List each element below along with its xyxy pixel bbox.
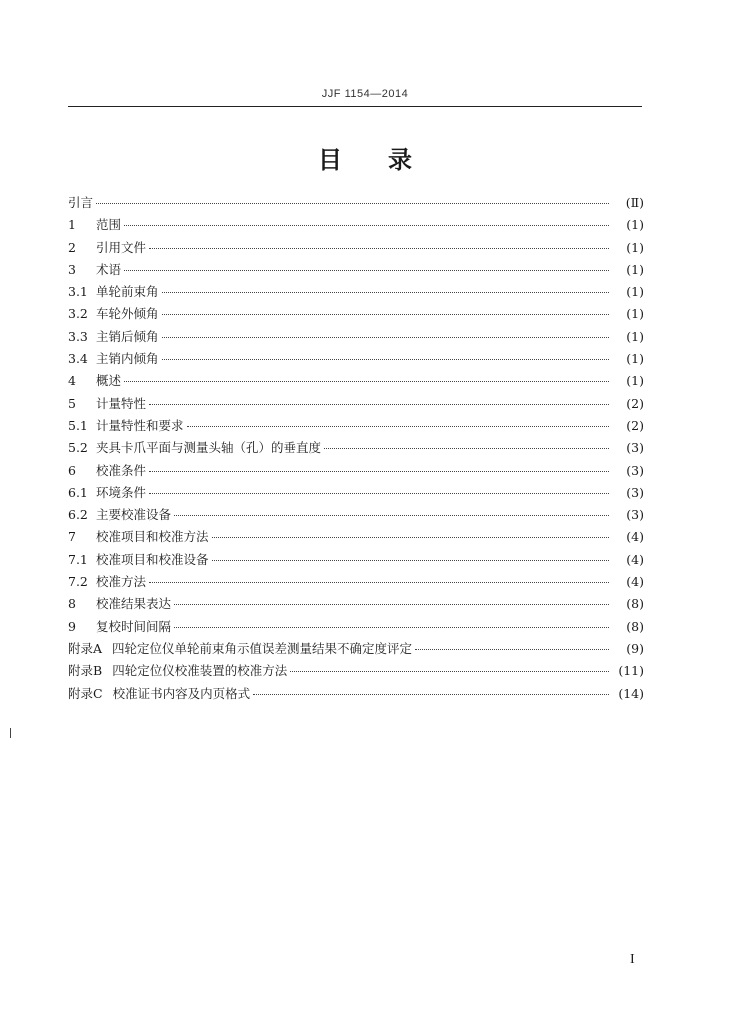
- toc-leader-dots: [149, 582, 609, 583]
- toc-leader-dots: [162, 359, 609, 360]
- toc-entry-number: 4: [68, 373, 76, 389]
- toc-entry-page: (1): [626, 239, 644, 255]
- toc-entry-label: 四轮定位仪校准装置的校准方法: [112, 663, 288, 679]
- toc-leader-dots: [162, 292, 609, 293]
- toc-leader-dots: [96, 203, 609, 204]
- toc-list: [68, 192, 644, 705]
- toc-entry-label: 夹具卡爪平面与测量头轴（孔）的垂直度: [96, 440, 322, 456]
- toc-entry-page: (3): [626, 440, 644, 456]
- toc-entry-label: 主销内倾角: [96, 351, 159, 367]
- toc-entry-label: 环境条件: [96, 484, 147, 500]
- toc-entry-page: (9): [626, 640, 644, 656]
- toc-entry-page: (14): [618, 685, 644, 701]
- toc-entry-number: 7: [68, 529, 76, 545]
- toc-leader-dots: [162, 314, 609, 315]
- toc-entry[interactable]: [68, 460, 644, 482]
- toc-entry-number: 3.1: [68, 284, 88, 300]
- toc-leader-dots: [124, 225, 609, 226]
- toc-entry-page: (1): [626, 306, 644, 322]
- toc-entry[interactable]: [68, 504, 644, 526]
- toc-entry-label: 校准结果表达: [96, 596, 172, 612]
- toc-leader-dots: [324, 448, 609, 449]
- toc-entry-label: 计量特性和要求: [96, 417, 184, 433]
- toc-entry[interactable]: [68, 303, 644, 325]
- toc-leader-dots: [415, 649, 609, 650]
- toc-entry-number: 3.2: [68, 306, 88, 322]
- toc-entry-page: (3): [626, 484, 644, 500]
- toc-entry-number: 3.4: [68, 351, 88, 367]
- toc-entry[interactable]: [68, 638, 644, 660]
- toc-entry-page: (8): [626, 618, 644, 634]
- toc-entry-page: (2): [626, 417, 644, 433]
- toc-entry[interactable]: [68, 259, 644, 281]
- toc-entry-number: 5: [68, 395, 76, 411]
- toc-entry-label: 计量特性: [96, 395, 147, 411]
- toc-entry-page: (3): [626, 507, 644, 523]
- toc-entry-label: 引用文件: [96, 239, 147, 255]
- toc-entry[interactable]: [68, 616, 644, 638]
- toc-entry[interactable]: [68, 683, 644, 705]
- toc-entry-page: (1): [626, 351, 644, 367]
- toc-entry-number: 5.2: [68, 440, 88, 456]
- toc-entry-label: 单轮前束角: [96, 284, 159, 300]
- toc-entry-page: (4): [626, 551, 644, 567]
- toc-leader-dots: [124, 270, 609, 271]
- toc-entry-label: 校准项目和校准方法: [96, 529, 209, 545]
- toc-entry-label: 校准条件: [96, 462, 147, 478]
- toc-leader-dots: [149, 248, 609, 249]
- toc-entry-label: 校准项目和校准设备: [96, 551, 209, 567]
- toc-entry-page: (11): [618, 663, 644, 679]
- toc-entry-number: 5.1: [68, 417, 88, 433]
- toc-entry-label: 校准方法: [96, 574, 147, 590]
- toc-entry[interactable]: [68, 593, 644, 615]
- toc-title: [0, 140, 730, 175]
- toc-entry-label: 引言: [68, 195, 94, 210]
- standard-code: JJF 1154—2014: [321, 88, 409, 100]
- toc-entry-number: 7.2: [68, 574, 88, 590]
- toc-entry[interactable]: [68, 214, 644, 236]
- toc-entry-page: (1): [626, 261, 644, 277]
- toc-entry[interactable]: [68, 370, 644, 392]
- toc-entry-number: 附录C: [68, 685, 103, 701]
- toc-leader-dots: [212, 560, 609, 561]
- toc-entry[interactable]: [68, 192, 644, 214]
- toc-entry[interactable]: [68, 393, 644, 415]
- toc-entry[interactable]: [68, 326, 644, 348]
- toc-entry-number: 3.3: [68, 328, 88, 344]
- toc-leader-dots: [174, 604, 609, 605]
- toc-entry-number: 1: [68, 217, 76, 233]
- toc-entry-label: 车轮外倾角: [96, 306, 159, 322]
- toc-entry-page: (2): [626, 395, 644, 411]
- toc-entry-page: (Ⅱ): [625, 195, 644, 210]
- toc-entry-number: 9: [68, 618, 76, 634]
- toc-entry-page: (8): [626, 596, 644, 612]
- toc-leader-dots: [174, 627, 609, 628]
- toc-entry[interactable]: [68, 549, 644, 571]
- toc-entry[interactable]: [68, 482, 644, 504]
- toc-leader-dots: [174, 515, 609, 516]
- toc-entry-number: 3: [68, 261, 76, 277]
- toc-entry-label: 术语: [96, 261, 122, 277]
- toc-entry[interactable]: [68, 660, 644, 682]
- toc-leader-dots: [253, 694, 609, 695]
- toc-entry-label: 四轮定位仪单轮前束角示值误差测量结果不确定度评定: [112, 640, 413, 656]
- toc-entry-page: (4): [626, 529, 644, 545]
- toc-entry[interactable]: [68, 237, 644, 259]
- toc-entry-page: (3): [626, 462, 644, 478]
- toc-entry-page: (4): [626, 574, 644, 590]
- toc-entry-number: 6.2: [68, 507, 88, 523]
- toc-entry[interactable]: [68, 348, 644, 370]
- toc-leader-dots: [149, 471, 609, 472]
- toc-entry-number: 6.1: [68, 484, 88, 500]
- margin-mark: [10, 728, 11, 738]
- toc-entry[interactable]: [68, 526, 644, 548]
- toc-entry-label: 概述: [96, 373, 122, 389]
- toc-entry-number: 7.1: [68, 551, 88, 567]
- toc-entry-label: 范围: [96, 217, 122, 233]
- toc-leader-dots: [212, 537, 609, 538]
- toc-entry-number: 附录A: [68, 640, 103, 656]
- toc-title-char-1: 目: [318, 146, 342, 174]
- toc-leader-dots: [290, 671, 609, 672]
- toc-entry-number: 2: [68, 239, 76, 255]
- toc-title-char-2: 录: [388, 146, 412, 174]
- toc-entry-label: 校准证书内容及内页格式: [112, 685, 251, 701]
- toc-entry-label: 主要校准设备: [96, 507, 172, 523]
- toc-leader-dots: [162, 337, 609, 338]
- toc-entry-page: (1): [626, 217, 644, 233]
- toc-entry-label: 主销后倾角: [96, 328, 159, 344]
- toc-entry-page: (1): [626, 284, 644, 300]
- toc-entry[interactable]: [68, 437, 644, 459]
- toc-leader-dots: [149, 493, 609, 494]
- toc-entry[interactable]: [68, 415, 644, 437]
- toc-entry-page: (1): [626, 328, 644, 344]
- toc-entry-number: 8: [68, 596, 76, 612]
- toc-entry-number: 附录B: [68, 663, 103, 679]
- toc-entry-label: 复校时间间隔: [96, 618, 172, 634]
- toc-entry-number: 6: [68, 462, 76, 478]
- toc-entry[interactable]: [68, 571, 644, 593]
- toc-leader-dots: [149, 404, 609, 405]
- toc-leader-dots: [124, 381, 609, 382]
- toc-entry[interactable]: [68, 281, 644, 303]
- header-rule: [68, 106, 642, 107]
- toc-entry-page: (1): [626, 373, 644, 389]
- toc-leader-dots: [187, 426, 609, 427]
- page-number: I: [630, 952, 635, 967]
